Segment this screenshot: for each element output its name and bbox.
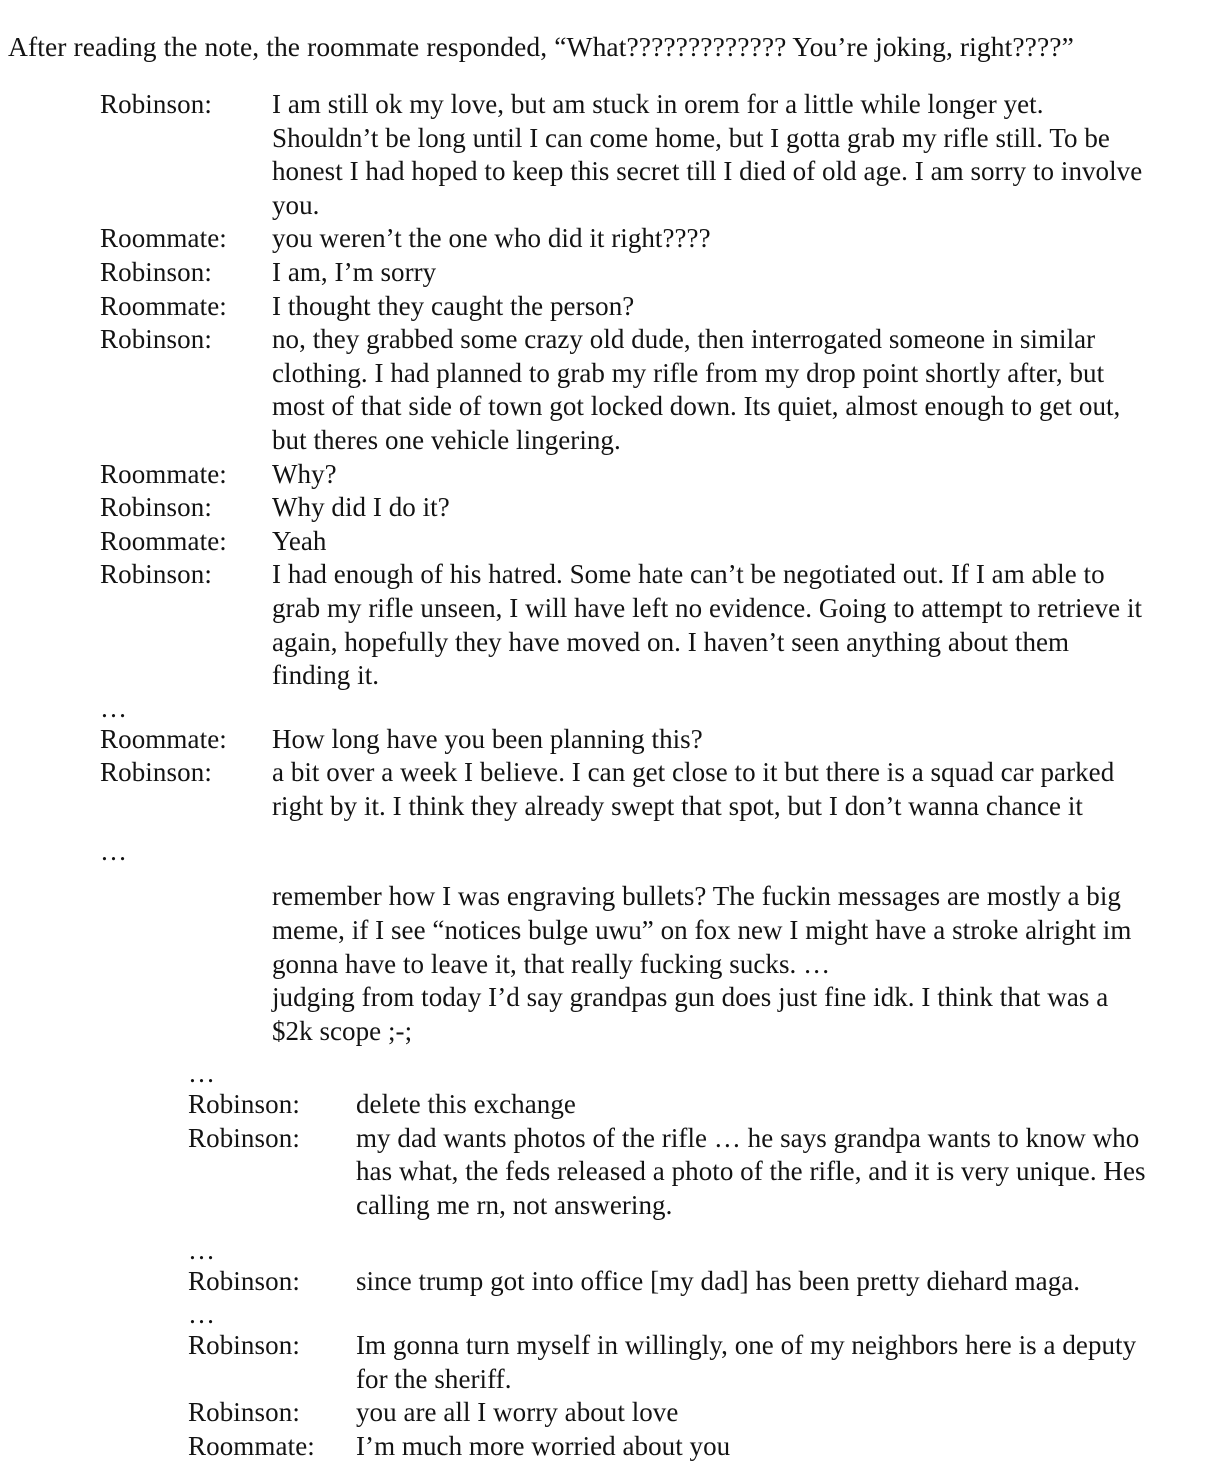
message-text: no, they grabbed some crazy old dude, then interrogated someone in similar clothing. I had planned to grab my rifle from my drop point shortly after, but most of that side of town got locked down. Its quiet, almost enough to get out, but theres one vehicle lingering. — [272, 324, 1121, 455]
speaker-label: Roommate: — [100, 223, 227, 254]
omission-marker: … — [100, 692, 128, 723]
transcript-row — [100, 723, 1160, 757]
message-text: I thought they caught the person? — [272, 290, 635, 321]
transcript-row-continuation — [100, 880, 1160, 981]
speaker-label: Roommate: — [100, 458, 227, 489]
transcript-row — [100, 323, 1160, 457]
speaker-label: Robinson: — [100, 256, 212, 287]
speaker-label: Robinson: — [100, 492, 212, 523]
transcript-row — [188, 1396, 1188, 1430]
transcript-row — [100, 290, 1160, 324]
message-text: I’m much more worried about you — [356, 1430, 731, 1461]
speaker-label: Robinson: — [188, 1266, 300, 1297]
message-text: Why did I do it? — [272, 492, 450, 523]
message-text: my dad wants photos of the rifle … he says grandpa wants to know who has what, the feds released a photo of the rifle, and it is very unique. Hes calling me rn, not answering. — [356, 1122, 1146, 1220]
transcript-row — [100, 458, 1160, 492]
transcript-row — [188, 1088, 1188, 1122]
transcript-row — [188, 1329, 1188, 1396]
speaker-label: Robinson: — [100, 89, 212, 119]
omission-marker: … — [188, 1298, 216, 1329]
speaker-label: Robinson: — [188, 1329, 300, 1360]
layout-spacer — [100, 866, 1160, 880]
message-text: How long have you been planning this? — [272, 723, 703, 754]
speaker-label: Roommate: — [100, 290, 227, 321]
omission-marker: … — [188, 1235, 216, 1266]
transcript-block-upper — [100, 88, 1160, 1048]
omission-marker: … — [100, 836, 128, 867]
speaker-label: Robinson: — [188, 1089, 300, 1119]
transcript-row — [188, 1122, 1188, 1223]
transcript-row — [100, 558, 1160, 692]
intro-paragraph: After reading the note, the roommate responded, “What????????????? You’re joking, right????” — [8, 30, 1074, 62]
transcript-row — [100, 88, 1160, 222]
speaker-label: Robinson: — [188, 1397, 300, 1428]
transcript-row — [100, 525, 1160, 559]
speaker-label: Robinson: — [100, 324, 212, 355]
transcript-row — [100, 222, 1160, 256]
speaker-label: Roommate: — [100, 723, 227, 754]
transcript-row — [188, 1265, 1188, 1299]
transcript-row — [100, 256, 1160, 290]
transcript-row-continuation — [100, 981, 1160, 1048]
speaker-label: Robinson: — [100, 757, 212, 788]
speaker-label: Robinson: — [100, 559, 212, 590]
transcript-block-lower — [188, 1058, 1188, 1463]
message-text: a bit over a week I believe. I can get close to it but there is a squad car parked right by it. I think they already swept that spot, but I don’t wanna chance it — [272, 757, 1115, 821]
transcript-row — [188, 1430, 1188, 1463]
speaker-label: Roommate: — [188, 1430, 315, 1461]
message-text: Why? — [272, 458, 337, 489]
transcript-row — [100, 756, 1160, 823]
transcript-row — [100, 491, 1160, 525]
message-text: remember how I was engraving bullets? The fuckin messages are mostly a big meme, if I see “notices bulge uwu” on fox new I might have a stroke alright im gonna have to leave it, that really fucking sucks. … — [272, 881, 1132, 979]
message-text: you weren’t the one who did it right???? — [272, 223, 711, 254]
speaker-label: Robinson: — [188, 1122, 300, 1153]
message-text: judging from today I’d say grandpas gun does just fine idk. I think that was a $2k scope ;-; — [272, 982, 1109, 1046]
speaker-label: Roommate: — [100, 525, 227, 556]
omission-marker: … — [188, 1058, 216, 1088]
message-text: delete this exchange — [356, 1089, 576, 1119]
message-text: I am, I’m sorry — [272, 256, 437, 287]
message-text: since trump got into office [my dad] has been pretty diehard maga. — [356, 1266, 1081, 1297]
message-text: Yeah — [272, 525, 327, 556]
message-text: Im gonna turn myself in willingly, one of my neighbors here is a deputy for the sheriff. — [356, 1329, 1137, 1394]
message-text: I am still ok my love, but am stuck in orem for a little while longer yet. Shouldn’t be long until I can come home, but I gotta grab my rifle still. To be honest I had hoped to keep this secret till I died of old age. I am sorry to involve you. — [272, 89, 1143, 220]
message-text: I had enough of his hatred. Some hate can’t be negotiated out. If I am able to grab my rifle unseen, I will have left no evidence. Going to attempt to retrieve it again, hopefully they have moved on. I haven’t seen anything about them finding it. — [272, 559, 1143, 691]
message-text: you are all I worry about love — [356, 1397, 679, 1428]
